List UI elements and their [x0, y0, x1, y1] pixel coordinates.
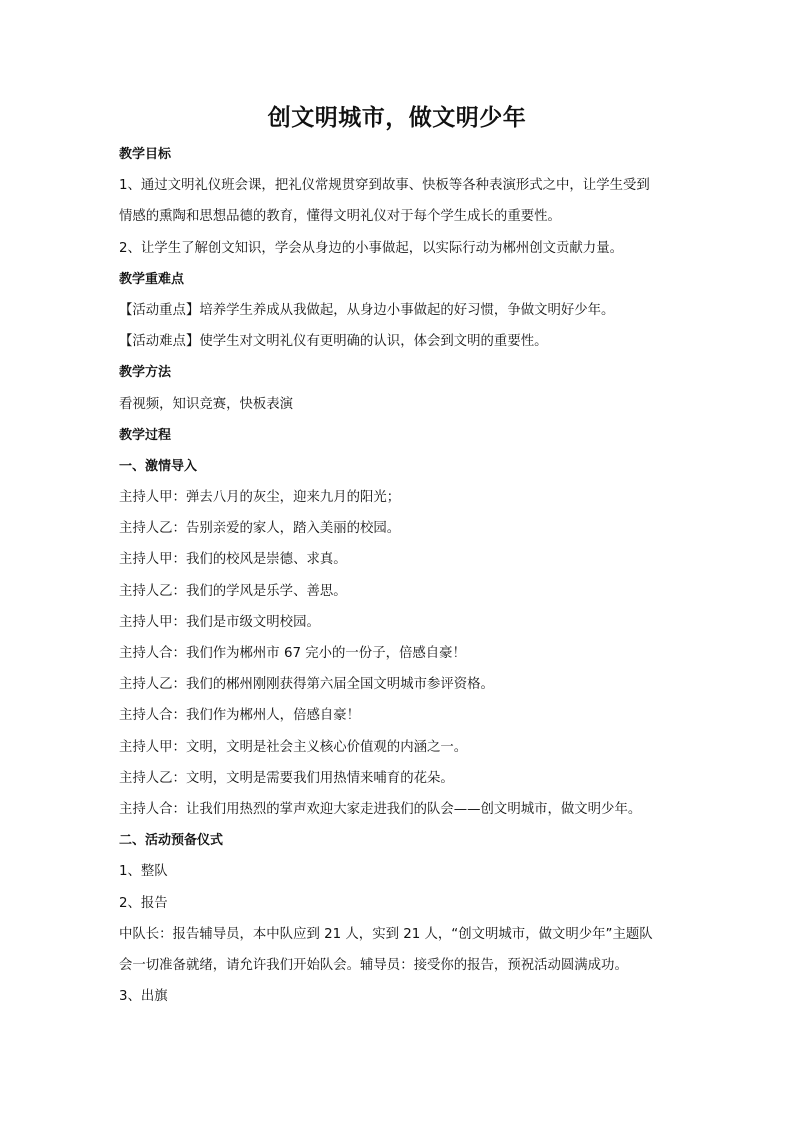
paragraph-line: 主持人乙：我们的学风是乐学、善思。 — [119, 583, 347, 599]
paragraph-line: 主持人甲：我们是市级文明校园。 — [119, 614, 320, 630]
paragraph-line: 会一切准备就绪，请允许我们开始队会。辅导员：接受你的报告，预祝活动圆满成功。 — [119, 957, 628, 973]
paragraph-line: 2、让学生了解创文知识，学会从身边的小事做起，以实际行动为郴州创文贡献力量。 — [119, 240, 623, 256]
paragraph-line: 主持人合：我们作为郴州人，倍感自豪！ — [119, 708, 361, 724]
section-heading: 教学方法 — [119, 365, 172, 381]
paragraph-line: 2、报告 — [119, 895, 168, 911]
paragraph-line: 情感的熏陶和思想品德的教育，懂得文明礼仪对于每个学生成长的重要性。 — [119, 209, 561, 225]
paragraph-line: 【活动难点】使学生对文明礼仪有更明确的认识，体会到文明的重要性。 — [119, 334, 548, 350]
paragraph-line: 主持人乙：告别亲爱的家人，踏入美丽的校园。 — [119, 521, 401, 537]
paragraph-line: 主持人乙：文明，文明是需要我们用热情来哺育的花朵。 — [119, 770, 454, 786]
document-body — [119, 139, 679, 1012]
section-heading: 教学过程 — [119, 427, 172, 443]
section-heading: 教学目标 — [119, 147, 172, 162]
paragraph-line: 1、整队 — [119, 864, 168, 880]
paragraph-line: 主持人甲：弹去八月的灰尘，迎来九月的阳光； — [119, 490, 401, 506]
paragraph-line: 【活动重点】培养学生养成从我做起，从身边小事做起的好习惯，争做文明好少年。 — [119, 302, 615, 318]
paragraph-line: 中队长：报告辅导员，本中队应到 21 人，实到 21 人，“创文明城市，做文明少年”主题队 — [119, 926, 653, 942]
paragraph-line: 主持人乙：我们的郴州刚刚获得第六届全国文明城市参评资格。 — [119, 677, 494, 693]
section-heading: 一、激情导入 — [119, 458, 198, 474]
paragraph-line: 主持人合：让我们用热烈的掌声欢迎大家走进我们的队会——创文明城市，做文明少年。 — [119, 801, 642, 817]
section-heading: 教学重难点 — [119, 271, 185, 287]
paragraph-line: 主持人合：我们作为郴州市 67 完小的一份子，倍感自豪！ — [119, 646, 466, 661]
paragraph-line: 主持人甲：文明，文明是社会主义核心价值观的内涵之一。 — [119, 739, 468, 755]
document-title: 创文明城市，做文明少年 — [267, 105, 527, 131]
section-heading: 二、活动预备仪式 — [119, 833, 224, 849]
paragraph-line: 看视频，知识竞赛，快板表演 — [119, 396, 294, 412]
paragraph-line: 主持人甲：我们的校风是崇德、求真。 — [119, 552, 347, 568]
paragraph-line: 3、出旗 — [119, 989, 168, 1005]
paragraph-line: 1、通过文明礼仪班会课，把礼仪常规贯穿到故事、快板等各种表演形式之中，让学生受到 — [119, 178, 650, 194]
